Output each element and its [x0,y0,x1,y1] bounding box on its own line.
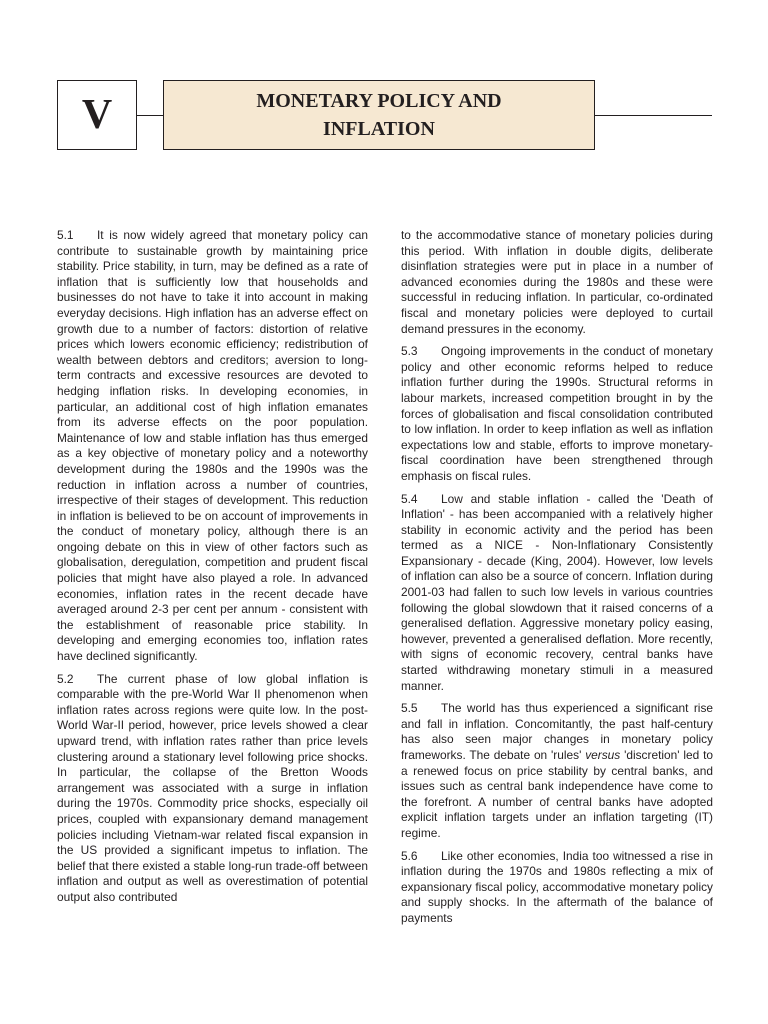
chapter-title-line-1: MONETARY POLICY AND [256,90,502,112]
paragraph-text: Ongoing improvements in the conduct of monetary policy and other economic reforms helped to reduce inflation further during the 1990s. Structural reforms in labour markets, increased competition brought in by the forces of globalisation and fiscal consolidation contributed to low inflation. In order to keep inflation as well as inflation expectations low and stable, efforts to improve monetary-fiscal coordination have been strengthened through emphasis on fiscal rules. [401,344,713,483]
paragraph-text-emphasis: versus [585,748,621,762]
paragraph-number: 5.2 [57,671,74,686]
paragraph-text: Like other economies, India too witnessed a rise in inflation during the 1970s and 1980s reflecting a mix of expansionary fiscal policy, accommodative monetary policy and supply shocks. In the aftermath of the balance of payments [401,848,713,925]
paragraph-text-before: The world has thus experienced a significant rise and fall in inflation. Concomitantly, the past half-century has also seen major changes in monetary policy frameworks. The debate on 'rules' [401,701,713,762]
header-trailing-rule [595,115,712,116]
paragraph-number: 5.1 [57,228,74,242]
paragraph-5-1 [57,228,368,665]
paragraph-text: to the accommodative stance of monetary policies during this period. With inflation in double digits, deliberate disinflation strategies were put in place in a number of advanced economies during the 1980s and these were successful in reducing inflation. In particular, co-ordinated fiscal and monetary policies were deployed to curtail demand pressures in the economy. [401,228,713,336]
paragraph-5-2-continued [401,228,713,337]
chapter-title-box [163,80,595,150]
paragraph-text: It is now widely agreed that monetary policy can contribute to sustainable growth by maintaining price stability. Price stability, in turn, may be defined as a rate of inflation that is sufficiently low that households and businesses do not have to take it into account in making everyday decisions. High inflation has an adverse effect on growth due to a number of factors: distortion of relative prices which lowers economic efficiency; redistribution of wealth between debtors and creditors; aversion to long-term contracts and excessive resources are devoted to hedging inflation risks. In developing economies, in particular, an additional cost of high inflation emanates from its adverse effects on the poor population. Maintenance of low and stable inflation has thus emerged as a key objective of monetary policy and a noteworthy development during the 1980s and the 1990s was the reduction in inflation across a number of countries, irrespective of their stages of development. This reduction in inflation is believed to be on account of improvements in the conduct of monetary policy, although there is an ongoing debate on this in view of other factors such as globalisation, deregulation, competition and prudent fiscal policies that might have also played a role. In advanced economies, inflation rates in the recent decade have averaged around 2-3 per cent per annum - consistent with the establishment of reasonable price stability. In developing and emerging economies too, inflation rates have declined significantly. [57,228,368,664]
chapter-title [256,87,501,143]
paragraph-5-4 [401,492,713,695]
chapter-number-box [57,80,137,150]
header-connector-rule [137,115,163,116]
paragraph-number: 5.4 [401,491,418,506]
paragraph-text: The current phase of low global inflation is comparable with the pre-World War II phenomenon when inflation rates across regions were quite low. In the post-World War-II period, however, price levels showed a clear upward trend, with inflation rates rather than price levels clustering around a stationary level following price shocks. In particular, the collapse of the Bretton Woods arrangement was associated with a surge in inflation during the 1970s. Commodity price shocks, especially oil prices, coupled with expansionary demand management policies including Vietnam-war related fiscal expansion in the US provided a significant impetus to inflation. The belief that there existed a stable long-run trade-off between inflation and output as well as overestimation of potential output also contributed [57,671,368,904]
paragraph-text: Low and stable inflation - called the 'Death of Inflation' - has been accompanied with a relatively higher stability in economic activity and the period has been termed as a NICE - Non-Inflationary Consistently Expansionary - decade (King, 2004). However, low levels of inflation can also be a source of concern. Inflation during 2001-03 had fallen to such low levels in various countries following the global slowdown that it raised concerns of a generalised deflation. Aggressive monetary policy easing, however, prevented a generalised deflation. More recently, with signs of economic recovery, central banks have started withdrawing monetary stimuli in a measured manner. [401,491,713,693]
paragraph-text-after: 'discretion' led to a renewed focus on price stability by central banks, and issues such as central bank independence have come to the forefront. A number of central banks have adopted explicit inflation targets under an inflation targeting (IT) regime. [401,748,714,840]
paragraph-number: 5.6 [401,848,418,863]
left-column [57,228,368,913]
paragraph-5-5 [401,701,713,841]
paragraph-5-3 [401,344,713,484]
paragraph-5-2 [57,672,368,906]
chapter-numeral: V [81,92,113,138]
chapter-title-line-2: INFLATION [323,118,435,140]
right-column [401,228,713,934]
paragraph-5-6 [401,849,713,927]
paragraph-number: 5.3 [401,344,418,359]
paragraph-number: 5.5 [401,701,418,716]
